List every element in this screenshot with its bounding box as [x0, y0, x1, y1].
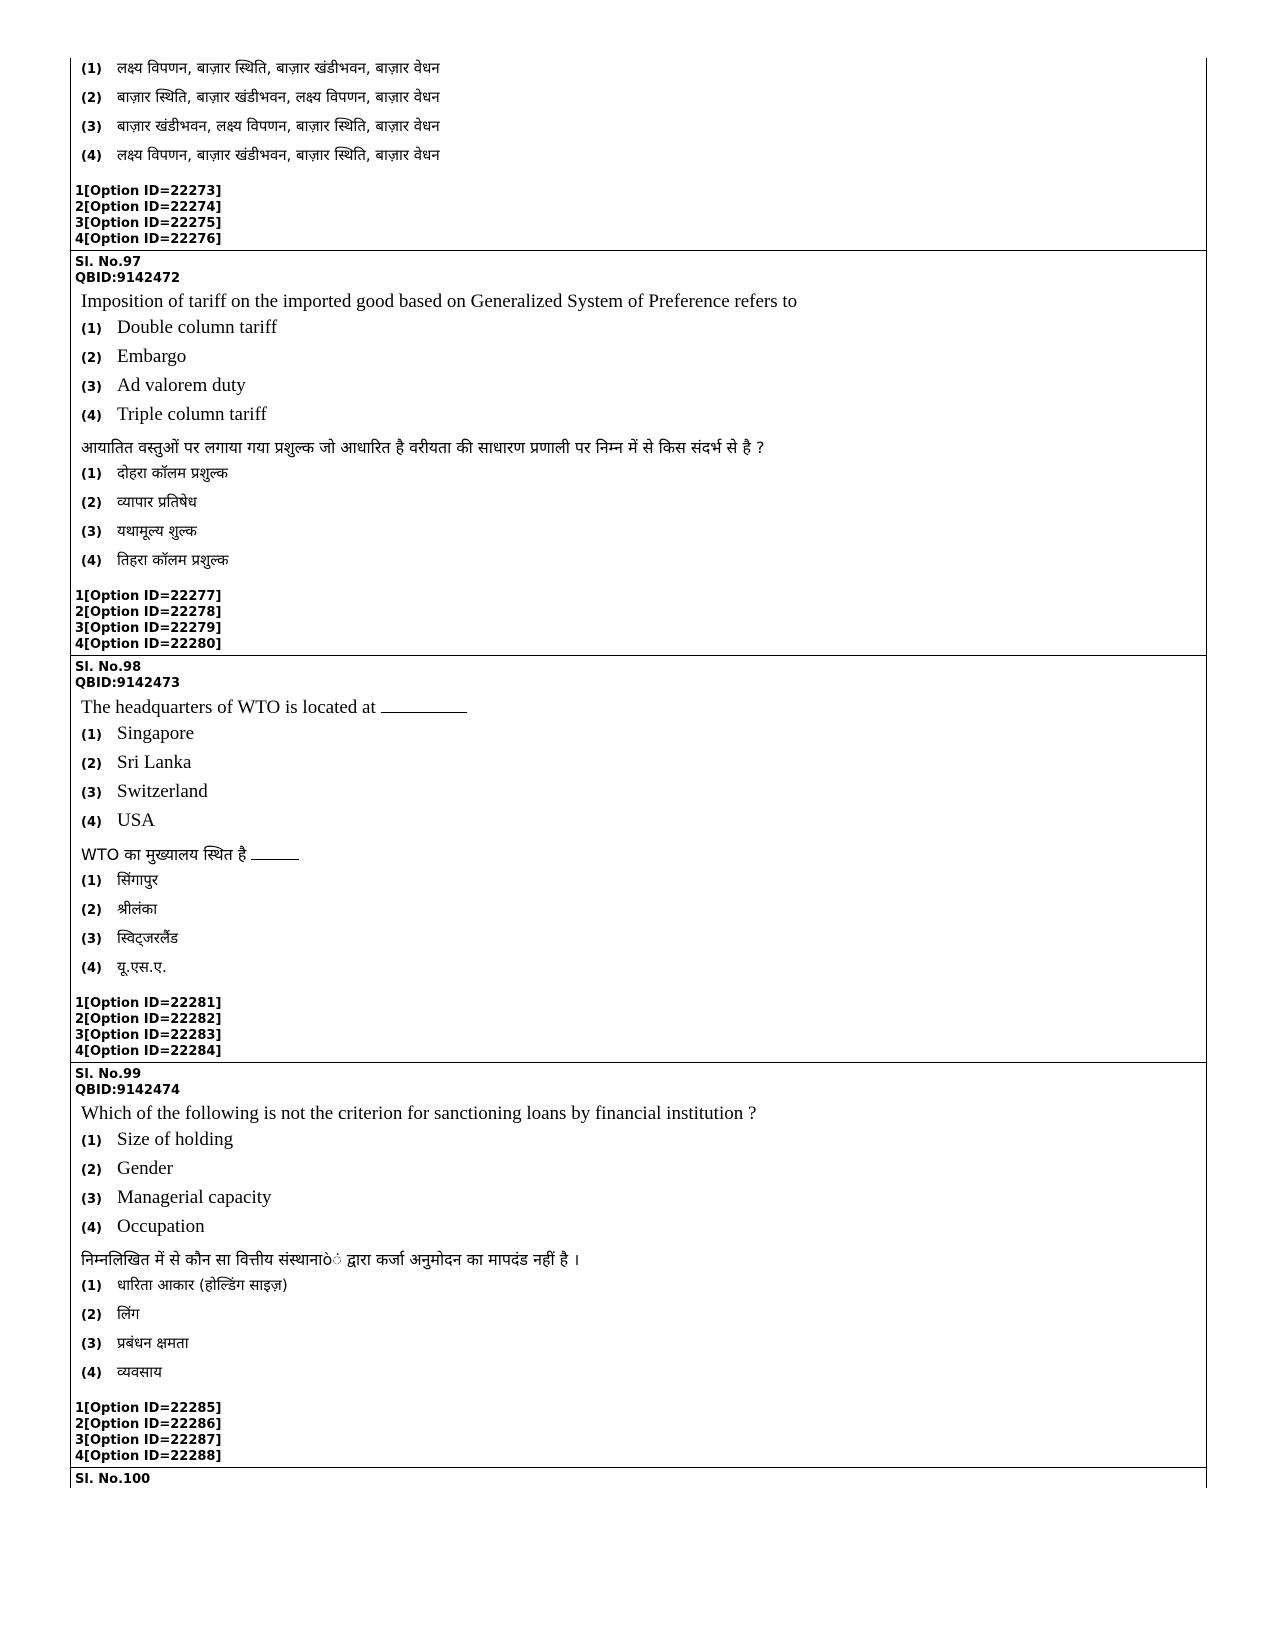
- option-1: [75, 58, 1206, 87]
- option-ids: [75, 184, 1206, 248]
- option-number: (4): [81, 149, 102, 164]
- option-id: 4[Option ID=22288]: [75, 1449, 222, 1464]
- option-number: (1): [81, 467, 102, 482]
- question-96-tail: [71, 58, 1206, 251]
- option-text: दोहरा कॉलम प्रशुल्क: [117, 464, 228, 482]
- option-number: (3): [81, 380, 102, 395]
- option-id: 2[Option ID=22274]: [75, 200, 222, 215]
- option-1-hindi: [75, 870, 1206, 899]
- question-text-hindi: WTO का मुख्यालय स्थित है: [81, 845, 247, 864]
- option-2-hindi: [75, 492, 1206, 521]
- question-98: [71, 656, 1206, 1063]
- option-number: (4): [81, 554, 102, 569]
- option-number: (4): [81, 1366, 102, 1381]
- option-4-hindi: [75, 1362, 1206, 1391]
- question-text-english-row: [75, 694, 1206, 721]
- option-text: Size of holding: [117, 1129, 234, 1150]
- option-number: (2): [81, 91, 102, 106]
- option-text: Embargo: [117, 346, 187, 367]
- option-id: 2[Option ID=22278]: [75, 605, 222, 620]
- option-1-hindi: [75, 463, 1206, 492]
- question-100: [71, 1468, 1206, 1488]
- option-text: Occupation: [117, 1216, 205, 1237]
- option-text: व्यापार प्रतिषेध: [117, 493, 197, 511]
- option-number: (1): [81, 1279, 102, 1294]
- option-text: स्विट्जरलैंड: [117, 929, 179, 947]
- option-3-hindi: [75, 928, 1206, 957]
- option-4-english: [75, 810, 1206, 839]
- option-number: (2): [81, 903, 102, 918]
- option-text: लक्ष्य विपणन, बाज़ार स्थिति, बाज़ार खंडीभवन, बाज़ार वेधन: [117, 59, 440, 77]
- option-number: (3): [81, 1192, 102, 1207]
- option-number: (1): [81, 874, 102, 889]
- option-2-english: [75, 752, 1206, 781]
- question-99: [71, 1063, 1206, 1468]
- option-3-english: [75, 1187, 1206, 1216]
- option-4-hindi: [75, 550, 1206, 579]
- option-text: लक्ष्य विपणन, बाज़ार खंडीभवन, बाज़ार स्थिति, बाज़ार वेधन: [117, 146, 440, 164]
- option-text: Singapore: [117, 723, 195, 744]
- option-text: प्रबंधन क्षमता: [117, 1334, 189, 1352]
- option-number: (2): [81, 1163, 102, 1178]
- option-text: यथामूल्य शुल्क: [117, 522, 197, 540]
- option-text: यू.एस.ए.: [117, 958, 167, 976]
- option-id: 2[Option ID=22282]: [75, 1012, 222, 1027]
- option-text: लिंग: [117, 1305, 140, 1323]
- option-number: (1): [81, 1134, 102, 1149]
- option-3-hindi: [75, 1333, 1206, 1362]
- question-paper: [70, 58, 1207, 1488]
- option-id: 4[Option ID=22276]: [75, 232, 222, 247]
- option-number: (1): [81, 62, 102, 77]
- option-text: धारिता आकार (होल्डिंग साइज़): [117, 1276, 288, 1294]
- option-number: (2): [81, 1308, 102, 1323]
- option-2: [75, 87, 1206, 116]
- option-ids: [75, 589, 1206, 653]
- option-text: Triple column tariff: [117, 404, 267, 425]
- option-4-english: [75, 404, 1206, 433]
- option-id: 1[Option ID=22277]: [75, 589, 222, 604]
- question-97: [71, 251, 1206, 656]
- option-text: Ad valorem duty: [117, 375, 246, 396]
- option-2-hindi: [75, 1304, 1206, 1333]
- option-text: USA: [117, 810, 156, 831]
- question-text-english: The headquarters of WTO is located at: [81, 697, 376, 718]
- option-number: (4): [81, 1221, 102, 1236]
- option-number: (3): [81, 1337, 102, 1352]
- option-3-english: [75, 781, 1206, 810]
- option-number: (2): [81, 351, 102, 366]
- option-2-english: [75, 1158, 1206, 1187]
- option-id: 3[Option ID=22287]: [75, 1433, 222, 1448]
- question-text-hindi: निम्नलिखित में से कौन सा वित्तीय संस्थानाòं द्वारा कर्जा अनुमोदन का मापदंड नहीं है ।: [81, 1250, 580, 1269]
- serial-number: Sl. No.98: [75, 660, 142, 675]
- option-id: 3[Option ID=22279]: [75, 621, 222, 636]
- option-1-hindi: [75, 1275, 1206, 1304]
- option-1-english: [75, 1129, 1206, 1158]
- question-text-english: Which of the following is not the criterion for sanctioning loans by financial institution ?: [81, 1103, 757, 1124]
- option-id: 1[Option ID=22273]: [75, 184, 222, 199]
- question-id: QBID:9142473: [75, 676, 181, 691]
- option-number: (4): [81, 815, 102, 830]
- option-text: Double column tariff: [117, 317, 278, 338]
- serial-number: Sl. No.100: [75, 1472, 151, 1487]
- option-text: Sri Lanka: [117, 752, 192, 773]
- serial-number: Sl. No.99: [75, 1067, 142, 1082]
- option-4-english: [75, 1216, 1206, 1245]
- option-number: (1): [81, 322, 102, 337]
- option-3: [75, 116, 1206, 145]
- question-text-hindi-row: [75, 841, 1206, 868]
- option-number: (1): [81, 728, 102, 743]
- option-number: (2): [81, 757, 102, 772]
- option-number: (4): [81, 409, 102, 424]
- option-id: 1[Option ID=22281]: [75, 996, 222, 1011]
- option-number: (3): [81, 120, 102, 135]
- option-id: 4[Option ID=22284]: [75, 1044, 222, 1059]
- option-ids: [75, 1401, 1206, 1465]
- option-4: [75, 145, 1206, 174]
- option-text: सिंगापुर: [117, 871, 159, 889]
- option-number: (3): [81, 932, 102, 947]
- serial-number: Sl. No.97: [75, 255, 142, 270]
- fill-in-blank: [251, 841, 299, 860]
- option-text: Gender: [117, 1158, 173, 1179]
- option-2-hindi: [75, 899, 1206, 928]
- fill-in-blank: [381, 694, 467, 713]
- question-id: QBID:9142474: [75, 1083, 181, 1098]
- option-id: 2[Option ID=22286]: [75, 1417, 222, 1432]
- option-text: व्यवसाय: [117, 1363, 162, 1381]
- option-1-english: [75, 723, 1206, 752]
- option-id: 3[Option ID=22283]: [75, 1028, 222, 1043]
- option-number: (2): [81, 496, 102, 511]
- option-text: Managerial capacity: [117, 1187, 272, 1208]
- option-text: बाज़ार खंडीभवन, लक्ष्य विपणन, बाज़ार स्थिति, बाज़ार वेधन: [117, 117, 440, 135]
- option-3-hindi: [75, 521, 1206, 550]
- option-text: तिहरा कॉलम प्रशुल्क: [117, 551, 229, 569]
- question-id: QBID:9142472: [75, 271, 181, 286]
- option-id: 3[Option ID=22275]: [75, 216, 222, 231]
- option-number: (3): [81, 525, 102, 540]
- option-number: (4): [81, 961, 102, 976]
- option-number: (3): [81, 786, 102, 801]
- option-4-hindi: [75, 957, 1206, 986]
- option-ids: [75, 996, 1206, 1060]
- question-text-hindi: आयातित वस्तुओं पर लगाया गया प्रशुल्क जो आधारित है वरीयता की साधारण प्रणाली पर निम्न में से किस संदर्भ से है ?: [81, 438, 765, 457]
- option-2-english: [75, 346, 1206, 375]
- option-text: श्रीलंका: [117, 900, 158, 918]
- option-1-english: [75, 317, 1206, 346]
- option-3-english: [75, 375, 1206, 404]
- option-id: 4[Option ID=22280]: [75, 637, 222, 652]
- option-id: 1[Option ID=22285]: [75, 1401, 222, 1416]
- question-text-english: Imposition of tariff on the imported good based on Generalized System of Preference refers to: [81, 291, 798, 312]
- option-text: बाज़ार स्थिति, बाज़ार खंडीभवन, लक्ष्य विपणन, बाज़ार वेधन: [117, 88, 440, 106]
- option-text: Switzerland: [117, 781, 208, 802]
